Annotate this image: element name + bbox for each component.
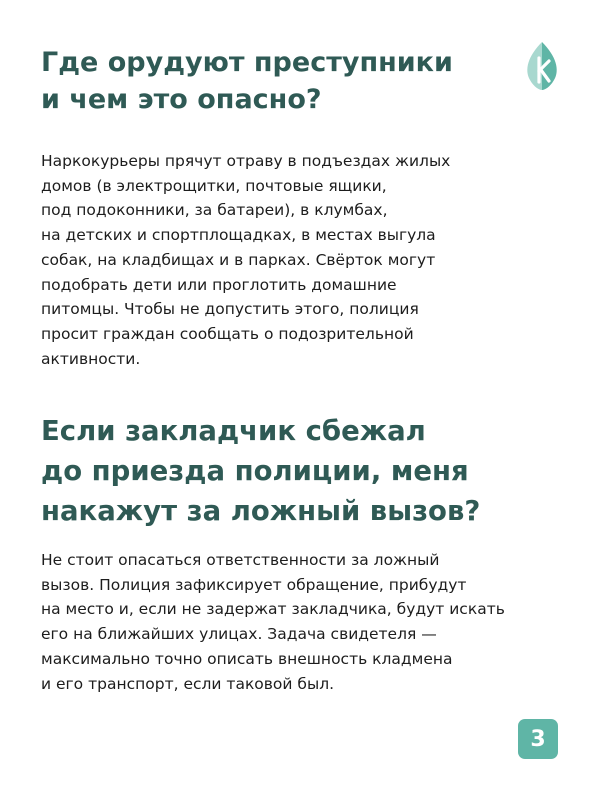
heading-where-criminals-operate: Где орудуют преступники и чем это опасно? [41,47,453,115]
paragraph-hiding-places: Наркокурьеры прячут отраву в подъездах жилых домов (в электрощитки, почтовые ящики, под подоконники, за батареи), в клумбах, на детских и спортплощадках, в местах выгула собак, на кладбищах и в парках. Свёрток могут подобрать дети или проглотить домашние питомцы. Чтобы не допустить этого, полиция просит граждан сообщать о подозрительной активности. [41,152,451,368]
leaf-k-logo-icon [522,40,562,92]
paragraph-false-call-answer: Не стоит опасаться ответственности за ложный вызов. Полиция зафиксирует обращение, прибудут на место и, если не задержат закладчика, будут искать его на ближайших улицах. Задача свидетеля — максимально точно описать внешность кладмена и его транспорт, если таковой был. [41,551,505,693]
heading-false-call-question: Если закладчик сбежал до приезда полиции, меня накажут за ложный вызов? [41,415,481,527]
page-number-badge: 3 [518,719,558,759]
